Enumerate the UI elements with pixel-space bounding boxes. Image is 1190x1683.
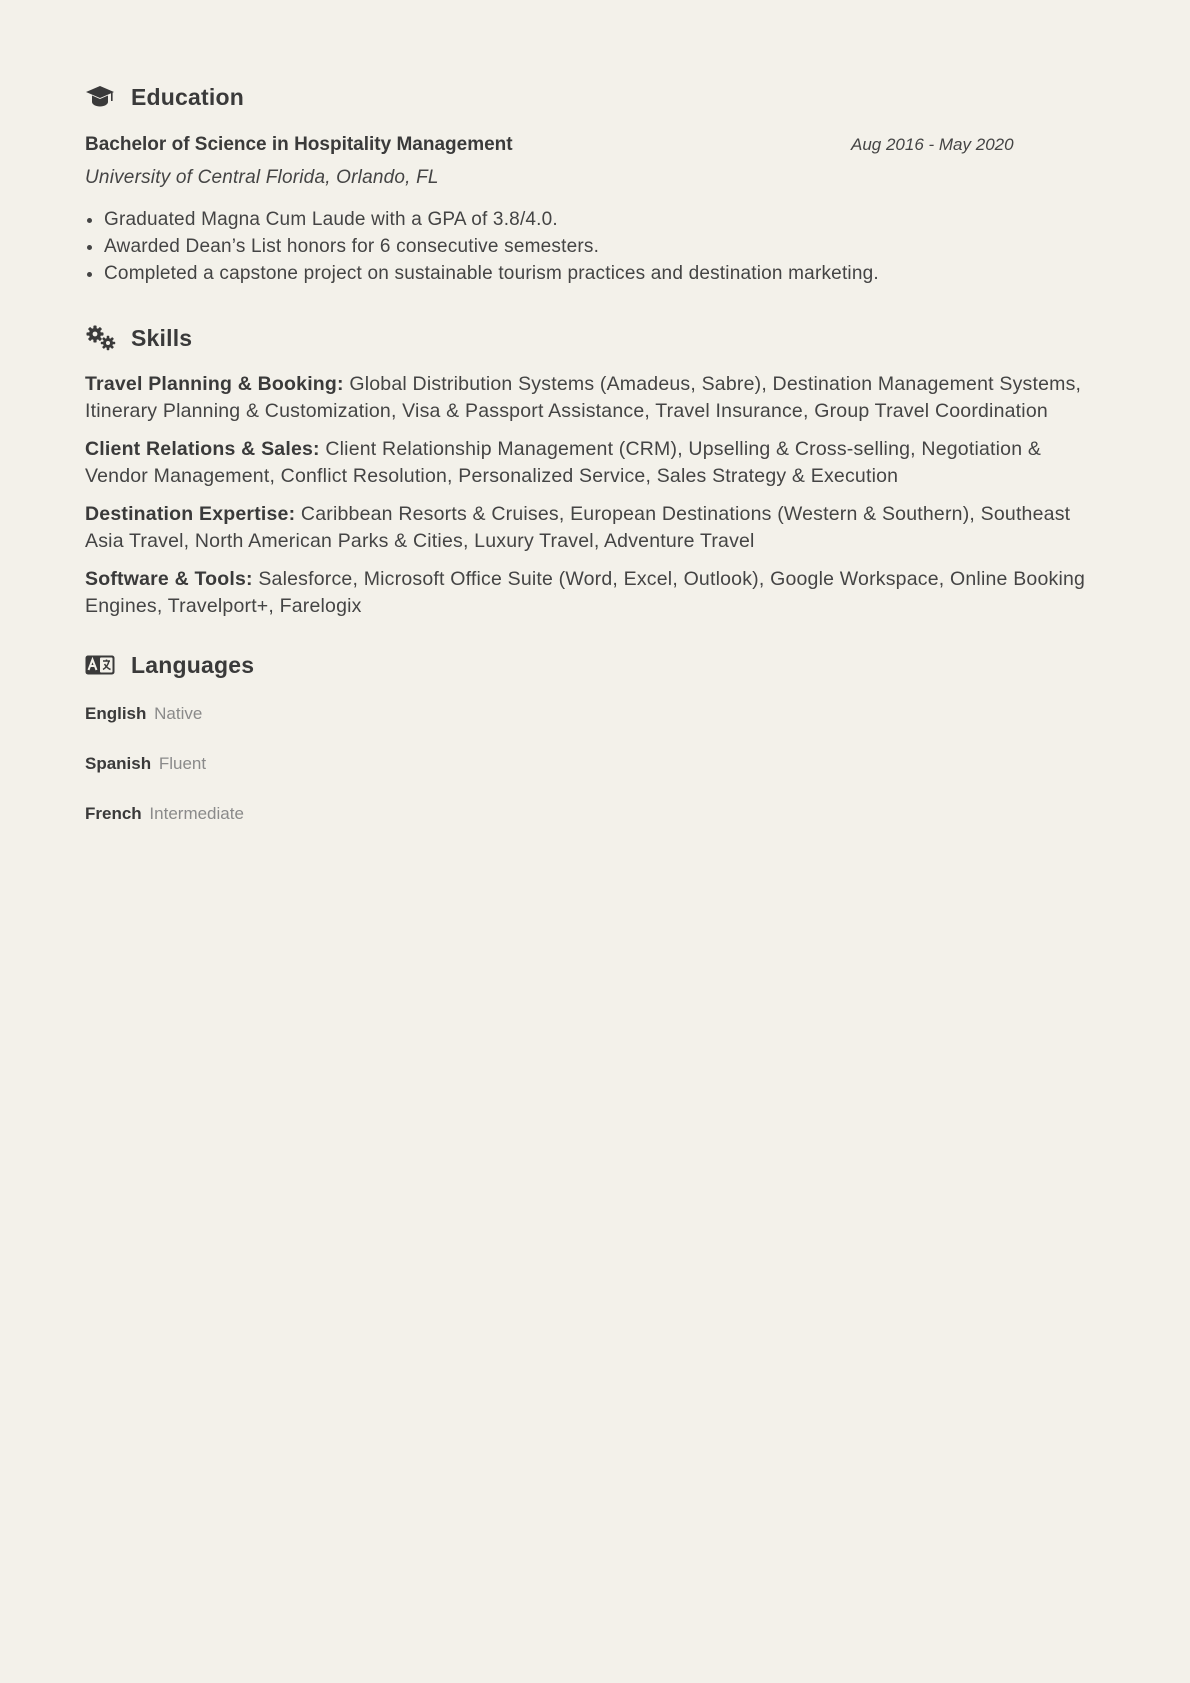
- language-item: [85, 752, 1105, 802]
- skill-category: [85, 566, 1105, 620]
- skill-category-label: Destination Expertise:: [85, 503, 296, 525]
- language-icon: [85, 651, 117, 679]
- degree-title: Bachelor of Science in Hospitality Management: [85, 134, 513, 155]
- skill-category: [85, 501, 1105, 555]
- education-dates: Aug 2016 - May 2020: [851, 135, 1014, 154]
- skill-category-text: Global Distribution Systems (Amadeus, Sabre), Destination Management Systems, Itinerary Planning & Customization, Visa & Passport Assistance, Travel Insurance, Group Travel Coordination: [85, 373, 1082, 422]
- resume-page: [85, 80, 1105, 852]
- skills-section: [85, 321, 1105, 620]
- language-level: Fluent: [158, 754, 207, 773]
- skill-category-label: Software & Tools:: [85, 568, 253, 590]
- list-item: • Graduated Magna Cum Laude with a GPA of 3.8/4.0.: [104, 206, 1105, 233]
- language-list: [85, 702, 1105, 852]
- skill-category-text: Salesforce, Microsoft Office Suite (Word, Excel, Outlook), Google Workspace, Online Booking Engines, Travelport+, Farelogix: [85, 568, 1086, 617]
- education-section: [85, 80, 1105, 287]
- skill-category: [85, 371, 1105, 425]
- list-item: • Awarded Dean’s List honors for 6 consecutive semesters.: [104, 233, 1105, 260]
- language-name: French: [85, 804, 142, 823]
- gears-icon: [85, 324, 117, 352]
- education-achievements: [85, 206, 1105, 287]
- skills-title: Skills: [131, 324, 193, 351]
- graduation-cap-icon: [85, 83, 117, 111]
- education-title: Education: [131, 83, 244, 110]
- language-item: [85, 702, 1105, 752]
- skill-category: [85, 436, 1105, 490]
- language-level: Intermediate: [149, 804, 244, 823]
- skills-header: [85, 321, 1105, 355]
- school-name: University of Central Florida, Orlando, FL: [85, 167, 439, 188]
- list-item: • Completed a capstone project on sustainable tourism practices and destination marketing.: [104, 260, 1105, 287]
- skill-category-text: Client Relationship Management (CRM), Upselling & Cross-selling, Negotiation & Vendor Management, Conflict Resolution, Personalized Service, Sales Strategy & Execution: [85, 438, 1042, 487]
- education-entry: [85, 134, 1105, 287]
- language-item: [85, 802, 1105, 852]
- languages-section: [85, 648, 1105, 852]
- skill-list: [85, 371, 1105, 620]
- skill-category-label: Travel Planning & Booking:: [85, 373, 344, 395]
- education-entry-header: [85, 134, 1105, 162]
- languages-header: [85, 648, 1105, 682]
- languages-title: Languages: [131, 651, 255, 678]
- language-name: English: [85, 704, 147, 723]
- language-level: Native: [154, 704, 203, 723]
- skill-category-label: Client Relations & Sales:: [85, 438, 320, 460]
- skill-category-text: Caribbean Resorts & Cruises, European Destinations (Western & Southern), Southeast Asia Travel, North American Parks & Cities, Luxury Travel, Adventure Travel: [85, 503, 1071, 552]
- language-name: Spanish: [85, 754, 152, 773]
- education-header: [85, 80, 1105, 114]
